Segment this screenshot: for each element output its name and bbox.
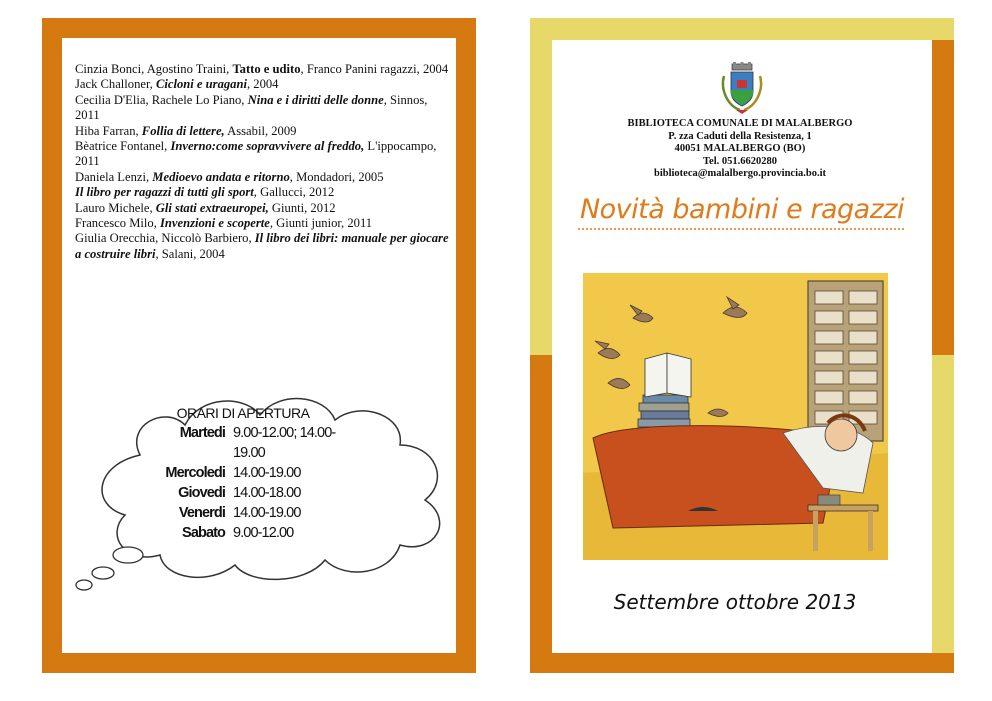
book-publisher: L'ippocampo, 2011: [75, 139, 437, 169]
library-phone: Tel. 051.6620280: [703, 155, 777, 167]
book-list: [75, 62, 455, 262]
date-line: Settembre ottobre 2013: [613, 590, 857, 614]
library-city: 40051 MALALBERGO (BO): [674, 143, 806, 154]
library-contact: [590, 118, 890, 181]
hours-row: [133, 463, 353, 483]
book-entry: [75, 124, 455, 139]
book-title: Tatto e udito: [232, 62, 301, 76]
headline-title: Novità bambini e ragazzi: [579, 194, 905, 225]
book-title: Cicloni e uragani: [155, 77, 247, 92]
book-entry: [75, 62, 455, 77]
hours-row: [133, 503, 353, 523]
opening-hours-title: ORARI DI APERTURA: [176, 405, 310, 421]
book-author: Bèatrice Fontanel,: [75, 139, 171, 154]
frame-accent-left: [530, 355, 552, 673]
library-email: biblioteca@malalbergo.provincia.bo.it: [653, 168, 827, 179]
book-title: Invenzioni e scoperte: [160, 216, 270, 231]
book-entry: [75, 77, 455, 92]
hours-day: Giovedi: [178, 485, 225, 501]
book-author: Francesco Milo,: [75, 216, 160, 231]
book-entry: [75, 139, 455, 170]
frame-accent-right: [932, 40, 954, 355]
hours-row: [133, 423, 353, 463]
opening-hours: [133, 405, 353, 543]
book-author: Cecilia D'Elia, Rachele Lo Piano,: [75, 92, 248, 107]
municipal-crest-icon: [718, 62, 766, 116]
book-title: Nina e i diritti delle donne: [247, 92, 384, 107]
reading-in-bed-illustration: [583, 273, 888, 560]
frame-accent-bottom: [530, 653, 954, 673]
book-entry: [75, 231, 455, 262]
hours-day: Mercoledi: [165, 465, 225, 481]
book-publisher: Giunti, 2012: [268, 200, 336, 215]
book-entry: [75, 93, 455, 124]
book-title: Inverno:come sopravvivere al freddo,: [170, 139, 365, 154]
hours-row: [133, 483, 353, 503]
book-publisher: Assabil, 2009: [224, 123, 297, 138]
book-publisher: , Mondadori, 2005: [289, 169, 384, 184]
book-publisher: , Salani, 2004: [155, 246, 225, 261]
hours-time: 9.00-12.00; 14.00-19.00: [233, 425, 336, 461]
hours-day: Martedi: [179, 425, 225, 441]
library-name: BIBLIOTECA COMUNALE DI MALALBERGO: [627, 118, 853, 129]
hours-row: [133, 523, 353, 543]
book-author: Hiba Farran,: [75, 123, 142, 138]
hours-time: 9.00-12.00: [233, 525, 294, 541]
hours-time: 14.00-18.00: [233, 485, 301, 501]
hours-day: Sabato: [182, 525, 225, 541]
book-author: Cinzia Bonci, Agostino Traini,: [75, 62, 233, 76]
book-entry: [75, 216, 455, 231]
library-address: P. zza Caduti della Resistenza, 1: [668, 130, 812, 142]
book-publisher: , 2004: [246, 77, 279, 92]
book-author: Giulia Orecchia, Niccolò Barbiero,: [75, 231, 255, 246]
hours-time: 14.00-19.00: [233, 465, 301, 481]
hours-day: Venerdi: [178, 505, 225, 521]
book-entry: [75, 170, 455, 185]
hours-time: 14.00-19.00: [233, 505, 301, 521]
headline-underline: [578, 228, 904, 230]
book-author: Daniela Lenzi,: [75, 169, 153, 184]
book-publisher: , Franco Panini ragazzi, 2004: [300, 62, 449, 76]
book-entry: [75, 201, 455, 216]
book-title: Medioevo andata e ritorno: [152, 169, 290, 184]
book-publisher: , Giunti junior, 2011: [269, 216, 373, 231]
book-title: Follia di lettere,: [141, 123, 225, 138]
book-author: Jack Challoner,: [75, 77, 156, 92]
book-title: Il libro per ragazzi di tutti gli sport: [75, 185, 254, 200]
book-author: Lauro Michele,: [75, 200, 156, 215]
book-title: Gli stati extraeuropei,: [155, 200, 269, 215]
book-title: Il libro dei libri: manuale per giocare a costruire libri: [75, 231, 449, 261]
book-entry: [75, 185, 455, 200]
book-publisher: , Sinnos, 2011: [75, 92, 428, 123]
book-publisher: , Gallucci, 2012: [253, 185, 335, 200]
